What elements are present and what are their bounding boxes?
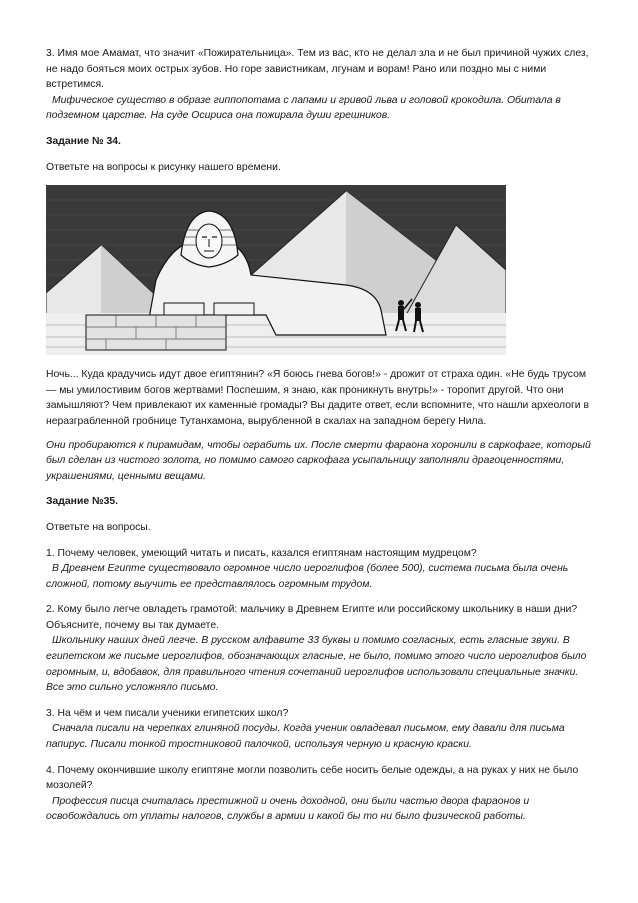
question-4: 4. Почему окончившие школу египтяне могли позволить себе носить белые одежды, а на руках у них не было мозолей? (46, 764, 579, 792)
question-1: 1. Почему человек, умеющий читать и писать, казался египтянам настоящим мудрецом? (46, 547, 477, 559)
task34-intro: Ответьте на вопросы к рисунку нашего времени. (46, 161, 281, 173)
sphinx-pyramids-illustration (46, 185, 506, 355)
ammit-answer: Мифическое существо в образе гиппопотама с лапами и гривой льва и головой крокодила. Обитала в подземном царстве. На суде Осириса она пожирала души грешников. (46, 94, 561, 122)
question-3: 3. На чём и чем писали ученики египетских школ? (46, 707, 289, 719)
task34-answer: Они пробираются к пирамидам, чтобы ограбить их. После смерти фараона хоронили в саркофаге, который был сделан из чистого золота, но помимо самого саркофага усыпальницу заполняли драгоценностями, украшениями, ценными вещами. (46, 439, 591, 482)
question-2: 2. Кому было легче овладеть грамотой: мальчику в Древнем Египте или российскому школьнику в наши дни? Объясните, почему вы так думаете. (46, 604, 578, 631)
sphinx-drawing (46, 185, 506, 355)
answer-2: Школьнику наших дней легче. В русском алфавите 33 буквы и помимо согласных, есть гласные звуки. В египетском же письме иероглифов, обозначающих гласные, не было, помимо этого число иероглифов было огромным, и, вдобавок, для правильного чтения сочетаний иероглифов использовали специальные значки. Все это сильно усложняло письмо. (46, 635, 587, 694)
task35-title: Задание №35. (46, 496, 119, 508)
task34-title: Задание № 34. (46, 135, 121, 147)
ammit-riddle: 3. Имя мое Амамат, что значит «Пожирательница». Тем из вас, кто не делал зла и не был причиной чужих слез, не надо бояться моих острых зубов. Но горе завистникам, лгунам и ворам! Рано или поздно мы с ними встретимся. (46, 48, 589, 91)
answer-4: Профессия писца считалась престижной и очень доходной, они были частью двора фараонов и освобождались от уплаты налогов, службы в армии и какой бы то ни было физической работы. (46, 795, 530, 823)
answer-3: Сначала писали на черепках глиняной посуды. Когда ученик овладевал письмом, ему давали для письма папирус. Писали тонкой тростниковой палочкой, используя черную и красную краски. (46, 723, 565, 751)
document-page (46, 46, 594, 825)
task35-intro: Ответьте на вопросы. (46, 521, 151, 533)
answer-1: В Древнем Египте существовало огромное число иероглифов (более 500), система письма была очень сложной, потому выучить ее представлялось огромным трудом. (46, 563, 569, 590)
task34-text: Ночь... Куда крадучись идут двое египтянин? «Я боюсь гнева богов!» - дрожит от страха один. «Не будь трусом — мы умилостивим богов жертвами! Поспешим, я знаю, как проникнуть внутрь!» - торопит другой. Что они замышляют? Чем привлекают их каменные громады? Вы дадите ответ, если вспомните, что нашли археологи в неразграбленной гробнице Тутанхамона, вырубленной в скалах на западном берегу Нила. (46, 369, 590, 427)
